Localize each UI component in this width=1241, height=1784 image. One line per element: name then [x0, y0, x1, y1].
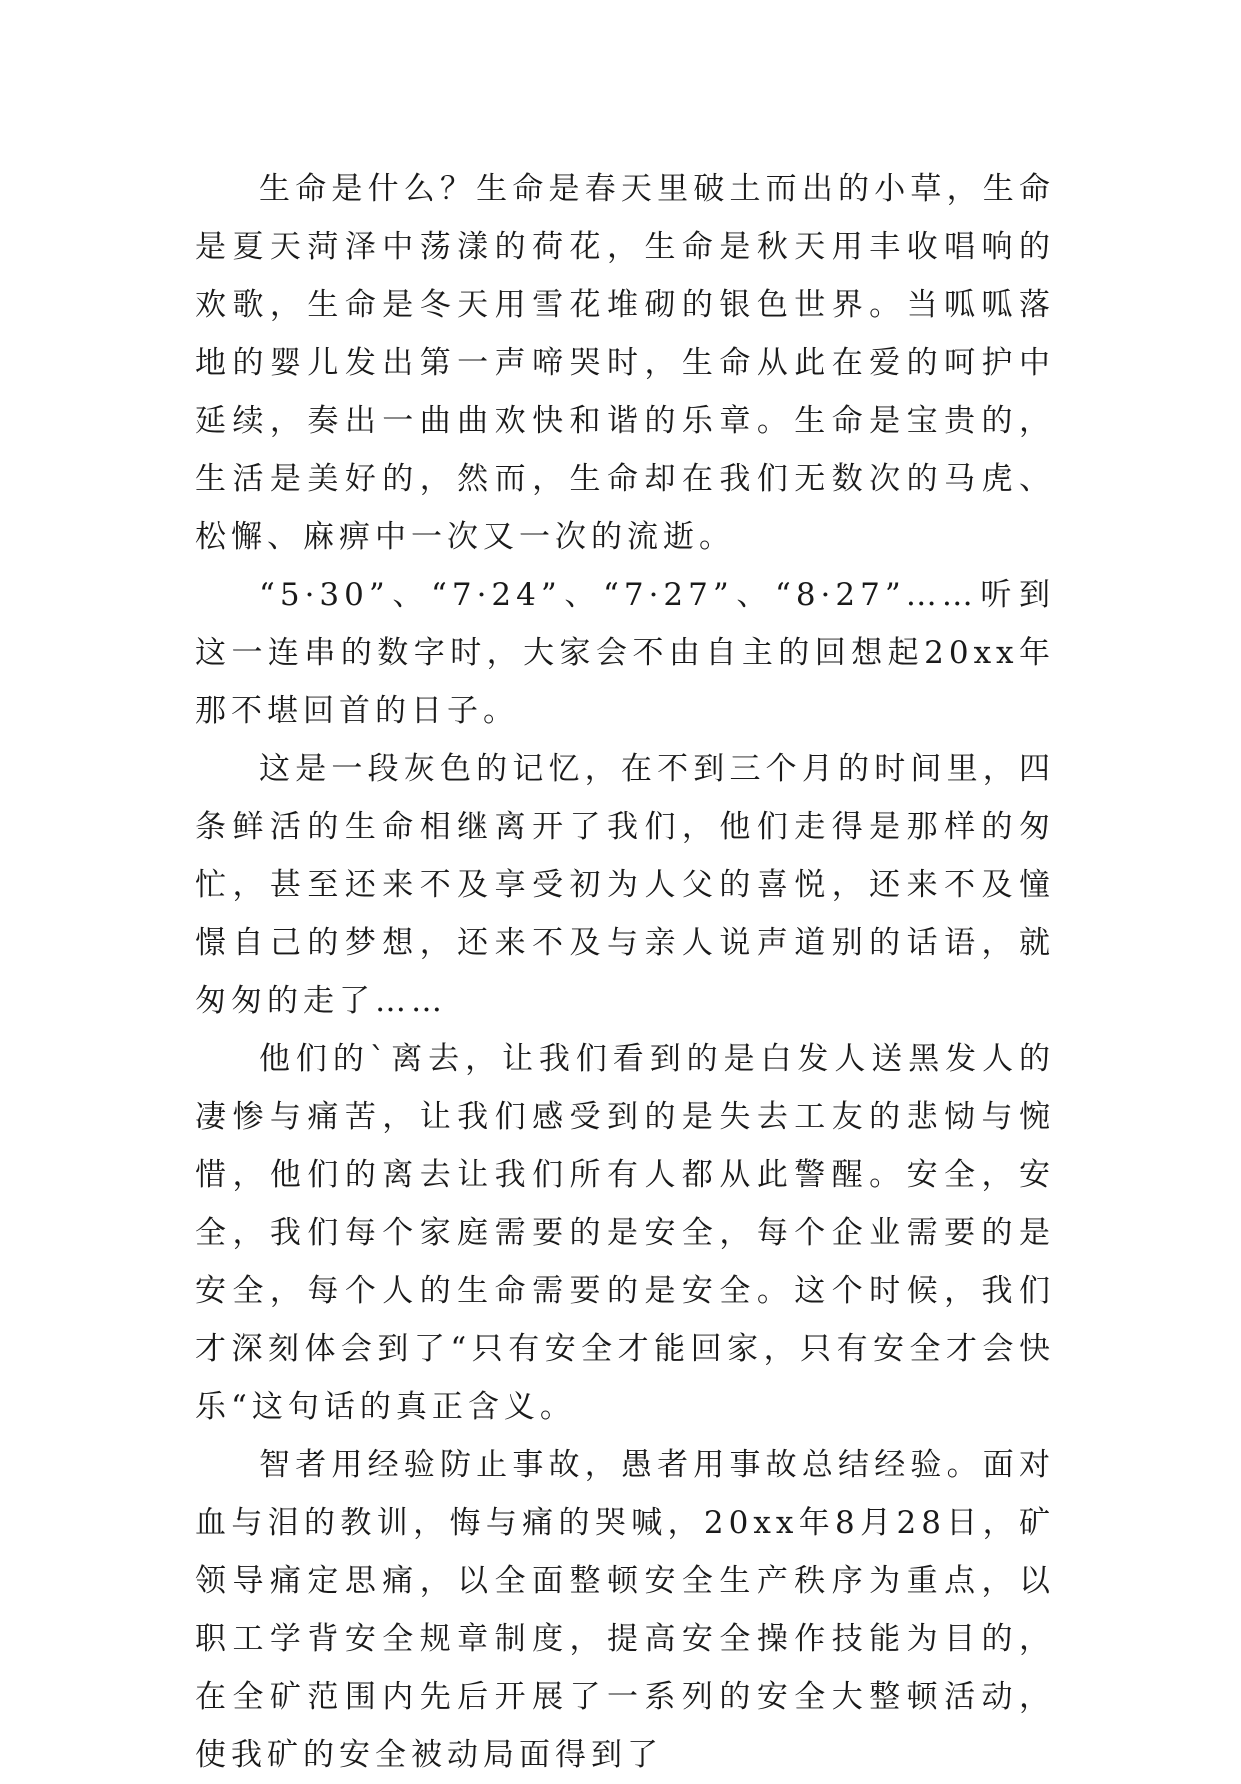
paragraph-rectification: 智者用经验防止事故，愚者用事故总结经验。面对血与泪的教训，悔与痛的哭喊，20xx年8月28日，矿领导痛定思痛，以全面整顿安全生产秩序为重点，以职工学背安全规章制度，提高安全操作技能为目的，在全矿范围内先后开展了一系列的安全大整顿活动，使我矿的安全被动局面得到了: [195, 1447, 1055, 1773]
paragraph-accident-dates: “5·30”、“7·24”、“7·27”、“8·27”……听到这一连串的数字时，大家会不由自主的回想起20xx年那不堪回首的日子。: [195, 577, 1055, 729]
paragraph-life-intro: 生命是什么？生命是春天里破土而出的小草，生命是夏天菏泽中荡漾的荷花，生命是秋天用丰收唱响的欢歌，生命是冬天用雪花堆砌的银色世界。当呱呱落地的婴儿发出第一声啼哭时，生命从此在爱的呵护中延续，奏出一曲曲欢快和谐的乐章。生命是宝贵的，生活是美好的，然而，生命却在我们无数次的马虎、松懈、麻痹中一次又一次的流逝。: [195, 171, 1055, 555]
document-body: [195, 160, 1055, 1784]
paragraph-grey-memory: 这是一段灰色的记忆，在不到三个月的时间里，四条鲜活的生命相继离开了我们，他们走得是那样的匆忙，甚至还来不及享受初为人父的喜悦，还来不及憧憬自己的梦想，还来不及与亲人说声道别的话语，就匆匆的走了……: [195, 751, 1055, 1019]
paragraph-safety-awakening: 他们的`离去，让我们看到的是白发人送黑发人的凄惨与痛苦，让我们感受到的是失去工友的悲恸与惋惜，他们的离去让我们所有人都从此警醒。安全，安全，我们每个家庭需要的是安全，每个企业需要的是安全，每个人的生命需要的是安全。这个时候，我们才深刻体会到了“只有安全才能回家，只有安全才会快乐“这句话的真正含义。: [195, 1041, 1055, 1425]
